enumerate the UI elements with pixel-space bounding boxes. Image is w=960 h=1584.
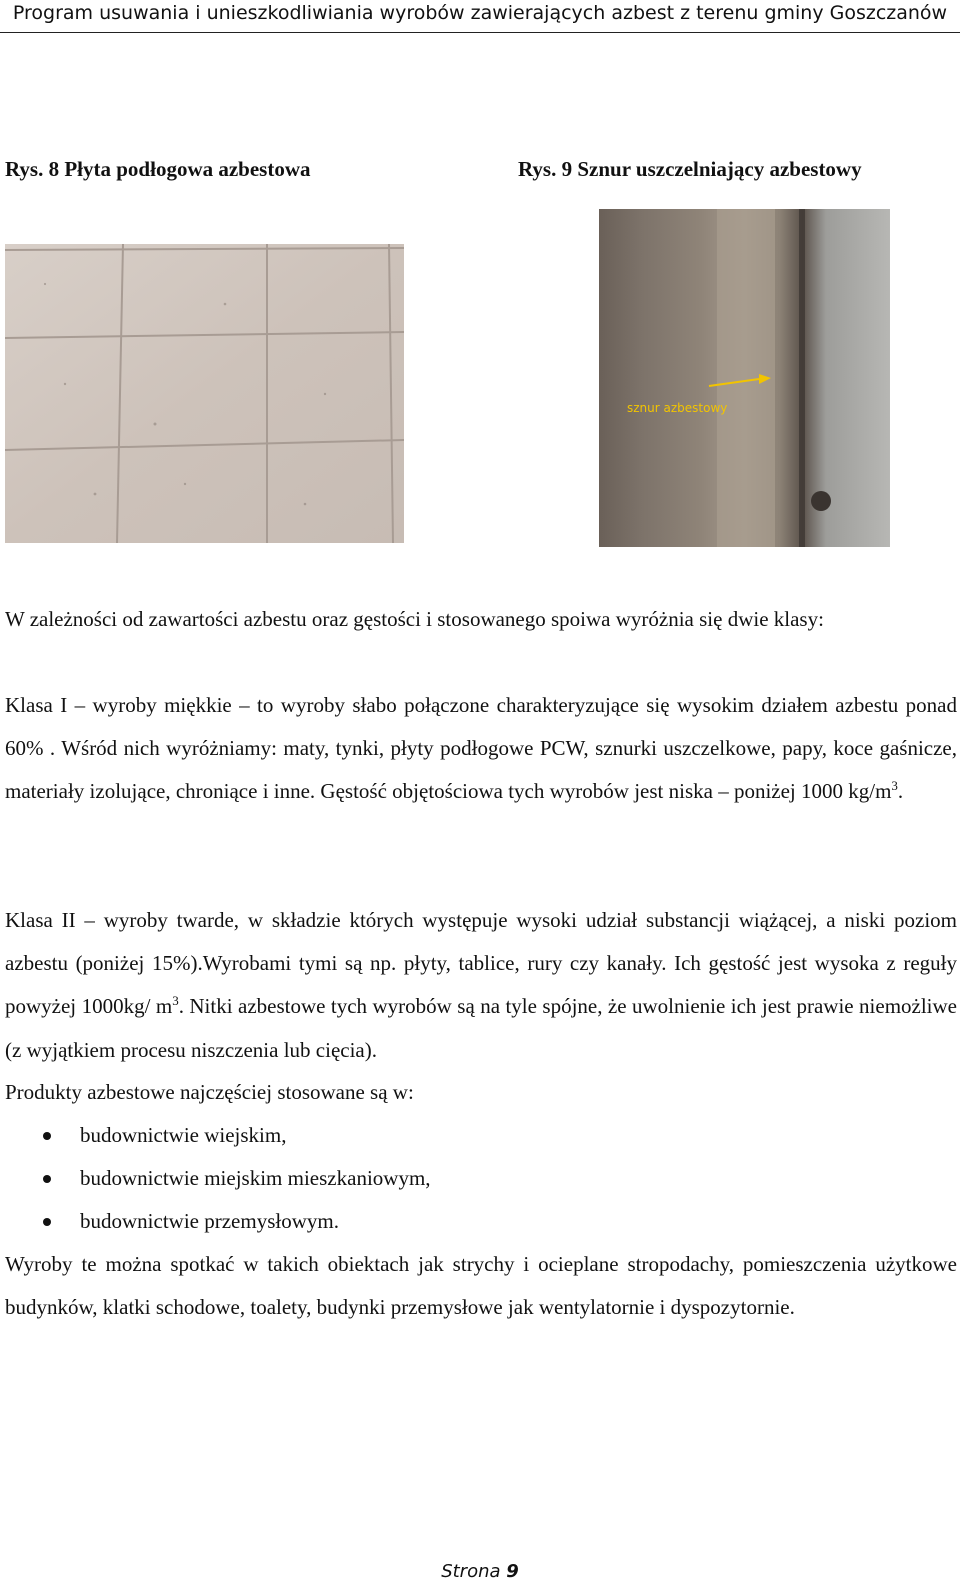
figure-9-caption: Rys. 9 Sznur uszczelniający azbestowy (518, 157, 862, 181)
class-2-text: Klasa II – wyroby twarde, w składzie których występuje wysoki udział substancji wiążącej, a niski poziom azbestu (poniżej 15%).Wyrobami tymi są np. płyty, tablice, rury czy kanały. Ich gęstość jest wysoka z reguły powyżej 1000kg/ m (5, 908, 957, 1019)
bullet-icon (43, 1175, 51, 1183)
class-2-superscript: 3 (172, 993, 179, 1009)
list-item (5, 1200, 905, 1243)
bullet-icon (43, 1132, 51, 1140)
floor-tile-photo (5, 244, 404, 543)
list-item (5, 1114, 905, 1157)
list-item-label: budownictwie przemysłowym. (80, 1209, 339, 1234)
class-1-text: Klasa I – wyroby miękkie – to wyroby słabo połączone charakteryzujące się wysokim działem azbestu ponad 60% . Wśród nich wyróżniamy: maty, tynki, płyty podłogowe PCW, sznurki uszczelkowe, papy, koce gaśnicze, materiały izolujące, chroniące i inne. Gęstość objętościowa tych wyrobów jest niska – poniżej 1000 kg/m (5, 693, 957, 804)
page-label: Strona (441, 1561, 501, 1582)
page-number: 9 (506, 1561, 519, 1582)
paragraph-class-2 (5, 899, 957, 1072)
paragraph-classes-intro: W zależności od zawartości azbestu oraz gęstości i stosowanego spoiwa wyróżnia się dwie klasy: (5, 607, 824, 631)
page-footer (0, 1561, 960, 1582)
asbestos-cord-photo (599, 209, 890, 547)
bullet-icon (43, 1218, 51, 1226)
list-item (5, 1157, 905, 1200)
usage-list (5, 1114, 905, 1244)
class-1-superscript: 3 (891, 778, 898, 794)
paragraph-products-intro: Produkty azbestowe najczęściej stosowane są w: (5, 1080, 414, 1104)
list-item-label: budownictwie wiejskim, (80, 1123, 287, 1147)
class-2-text-end: . Nitki azbestowe tych wyrobów są na tyle spójne, że uwolnienie ich jest prawie niemożliwe (z wyjątkiem procesu niszczenia lub cięcia). (5, 994, 958, 1062)
paragraph-locations: Wyroby te można spotkać w takich obiektach jak strychy i ocieplane stropodachy, pomieszczenia użytkowe budynków, klatki schodowe, toalety, budynki przemysłowe jak wentylatornie i dyspozytornie. (5, 1252, 957, 1320)
list-item-label: budownictwie miejskim mieszkaniowym, (80, 1166, 431, 1191)
page-header: Program usuwania i unieszkodliwiania wyrobów zawierających azbest z terenu gminy Goszczanów (0, 0, 960, 33)
figure-8-caption: Rys. 8 Płyta podłogowa azbestowa (5, 157, 311, 181)
paragraph-class-1 (5, 684, 957, 814)
class-1-text-end: . (897, 779, 904, 804)
cord-annotation: sznur azbestowy (627, 401, 728, 415)
